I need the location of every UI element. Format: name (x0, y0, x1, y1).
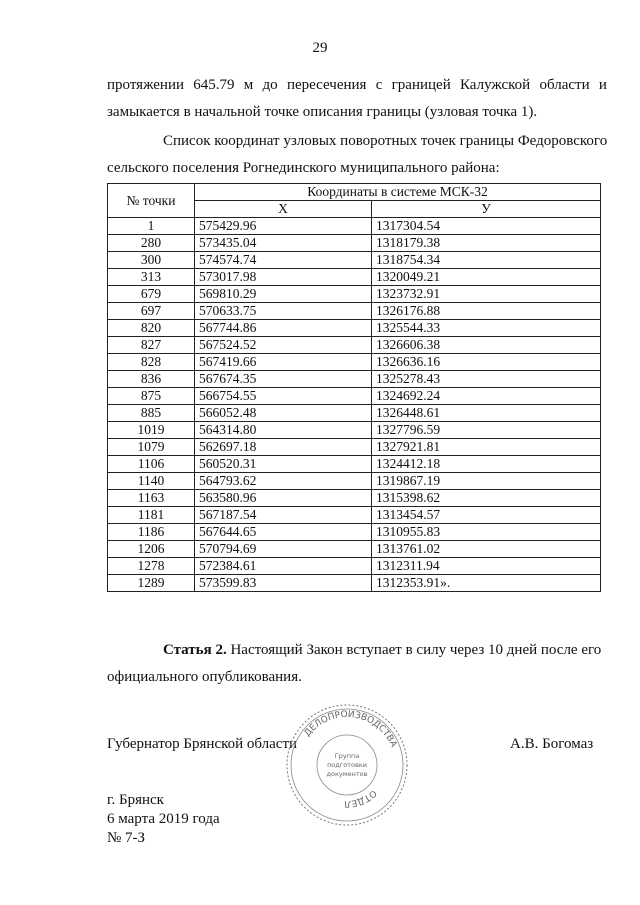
stamp-inner-text (327, 752, 368, 778)
cell-y: 1312353.91». (372, 575, 601, 592)
cell-point-number: 313 (108, 269, 195, 286)
cell-x: 575429.96 (195, 218, 372, 235)
table-row (108, 456, 601, 473)
paragraph-coords-intro (107, 128, 607, 182)
cell-y: 1325544.33 (372, 320, 601, 337)
cell-point-number: 679 (108, 286, 195, 303)
article-2 (107, 637, 607, 691)
cell-x: 570794.69 (195, 541, 372, 558)
cell-x: 566754.55 (195, 388, 372, 405)
place-date-block (107, 791, 220, 848)
table-row (108, 473, 601, 490)
cell-point-number: 1181 (108, 507, 195, 524)
cell-point-number: 828 (108, 354, 195, 371)
cell-x: 567419.66 (195, 354, 372, 371)
cell-x: 573599.83 (195, 575, 372, 592)
word: 645.79 (193, 77, 235, 93)
header-point-number: № точки (108, 184, 195, 218)
cell-point-number: 1140 (108, 473, 195, 490)
paragraph-line: сельского поселения Рогнединского муниципального района: (107, 160, 500, 176)
cell-x: 567744.86 (195, 320, 372, 337)
stamp-outer-text: ДЕЛОПРОИЗВОДСТВА (302, 709, 399, 750)
cell-point-number: 885 (108, 405, 195, 422)
word: и (598, 77, 607, 93)
cell-point-number: 1289 (108, 575, 195, 592)
table-row (108, 354, 601, 371)
cell-y: 1324692.24 (372, 388, 601, 405)
article-line (107, 637, 607, 664)
table-row (108, 558, 601, 575)
word: пересечения (286, 77, 367, 93)
cell-y: 1313761.02 (372, 541, 601, 558)
table-row (108, 286, 601, 303)
word: области (539, 77, 590, 93)
city: г. Брянск (107, 792, 164, 808)
table-row (108, 388, 601, 405)
word: м (243, 77, 254, 93)
cell-y: 1317304.54 (372, 218, 601, 235)
table-row (108, 405, 601, 422)
word: с (375, 77, 383, 93)
table-row (108, 218, 601, 235)
coordinates-table (107, 183, 601, 592)
stamp-inner-line: подготовки (327, 761, 367, 769)
cell-x: 572384.61 (195, 558, 372, 575)
cell-y: 1324412.18 (372, 456, 601, 473)
table-row (108, 337, 601, 354)
cell-x: 567644.65 (195, 524, 372, 541)
cell-point-number: 1079 (108, 439, 195, 456)
table-row (108, 371, 601, 388)
word: до (262, 77, 278, 93)
article-label: Статья 2. (163, 642, 227, 658)
governor-name: А.В. Богомаз (510, 736, 594, 752)
cell-y: 1319867.19 (372, 473, 601, 490)
cell-x: 567187.54 (195, 507, 372, 524)
table-row (108, 524, 601, 541)
cell-x: 563580.96 (195, 490, 372, 507)
cell-y: 1312311.94 (372, 558, 601, 575)
cell-point-number: 1163 (108, 490, 195, 507)
cell-x: 569810.29 (195, 286, 372, 303)
article-text: Настоящий Закон вступает в силу через 10 дней после его (226, 642, 602, 658)
date: 6 марта 2019 года (107, 811, 220, 827)
cell-point-number: 1206 (108, 541, 195, 558)
cell-x: 564314.80 (195, 422, 372, 439)
table-row (108, 507, 601, 524)
cell-y: 1320049.21 (372, 269, 601, 286)
cell-y: 1326176.88 (372, 303, 601, 320)
table-row (108, 575, 601, 592)
cell-y: 1326636.16 (372, 354, 601, 371)
cell-point-number: 1278 (108, 558, 195, 575)
cell-y: 1310955.83 (372, 524, 601, 541)
table-row (108, 490, 601, 507)
cell-point-number: 1019 (108, 422, 195, 439)
cell-x: 564793.62 (195, 473, 372, 490)
cell-y: 1327796.59 (372, 422, 601, 439)
official-stamp (282, 700, 412, 830)
cell-y: 1325278.43 (372, 371, 601, 388)
cell-point-number: 1186 (108, 524, 195, 541)
header-x: X (195, 201, 372, 218)
cell-y: 1315398.62 (372, 490, 601, 507)
law-number: № 7-З (107, 830, 146, 846)
cell-y: 1318754.34 (372, 252, 601, 269)
paragraph-line-justified (107, 72, 607, 99)
cell-y: 1318179.38 (372, 235, 601, 252)
table-row (108, 320, 601, 337)
cell-x: 567524.52 (195, 337, 372, 354)
cell-x: 562697.18 (195, 439, 372, 456)
cell-point-number: 827 (108, 337, 195, 354)
header-y: У (372, 201, 601, 218)
cell-y: 1323732.91 (372, 286, 601, 303)
table-row (108, 422, 601, 439)
cell-y: 1326448.61 (372, 405, 601, 422)
header-coordinates: Координаты в системе МСК-32 (195, 184, 601, 201)
cell-point-number: 300 (108, 252, 195, 269)
cell-point-number: 820 (108, 320, 195, 337)
paragraph-boundary-end (107, 72, 607, 126)
governor-title: Губернатор Брянской области (107, 736, 298, 752)
cell-y: 1326606.38 (372, 337, 601, 354)
article-line-2: официального опубликования. (107, 669, 302, 685)
cell-x: 570633.75 (195, 303, 372, 320)
paragraph-line: Список координат узловых поворотных точек границы Федоровского (163, 133, 608, 149)
page-number: 29 (312, 40, 328, 56)
cell-x: 574574.74 (195, 252, 372, 269)
cell-y: 1313454.57 (372, 507, 601, 524)
word: Калужской (460, 77, 531, 93)
table-row (108, 252, 601, 269)
table-row (108, 439, 601, 456)
cell-x: 573017.98 (195, 269, 372, 286)
cell-point-number: 697 (108, 303, 195, 320)
cell-point-number: 1106 (108, 456, 195, 473)
cell-y: 1327921.81 (372, 439, 601, 456)
stamp-inner-line: документов (326, 770, 368, 778)
table-row (108, 303, 601, 320)
cell-x: 566052.48 (195, 405, 372, 422)
cell-point-number: 875 (108, 388, 195, 405)
cell-x: 560520.31 (195, 456, 372, 473)
cell-point-number: 836 (108, 371, 195, 388)
paragraph-line: замыкается в начальной точке описания границы (узловая точка 1). (107, 104, 538, 120)
stamp-ring-text: ОТДЕЛ (344, 787, 378, 809)
stamp-inner-line: Группа (334, 752, 360, 760)
word: границей (391, 77, 451, 93)
cell-x: 567674.35 (195, 371, 372, 388)
table-row (108, 541, 601, 558)
table-row (108, 235, 601, 252)
word: протяжении (107, 77, 184, 93)
table-row (108, 269, 601, 286)
cell-point-number: 280 (108, 235, 195, 252)
cell-point-number: 1 (108, 218, 195, 235)
cell-x: 573435.04 (195, 235, 372, 252)
